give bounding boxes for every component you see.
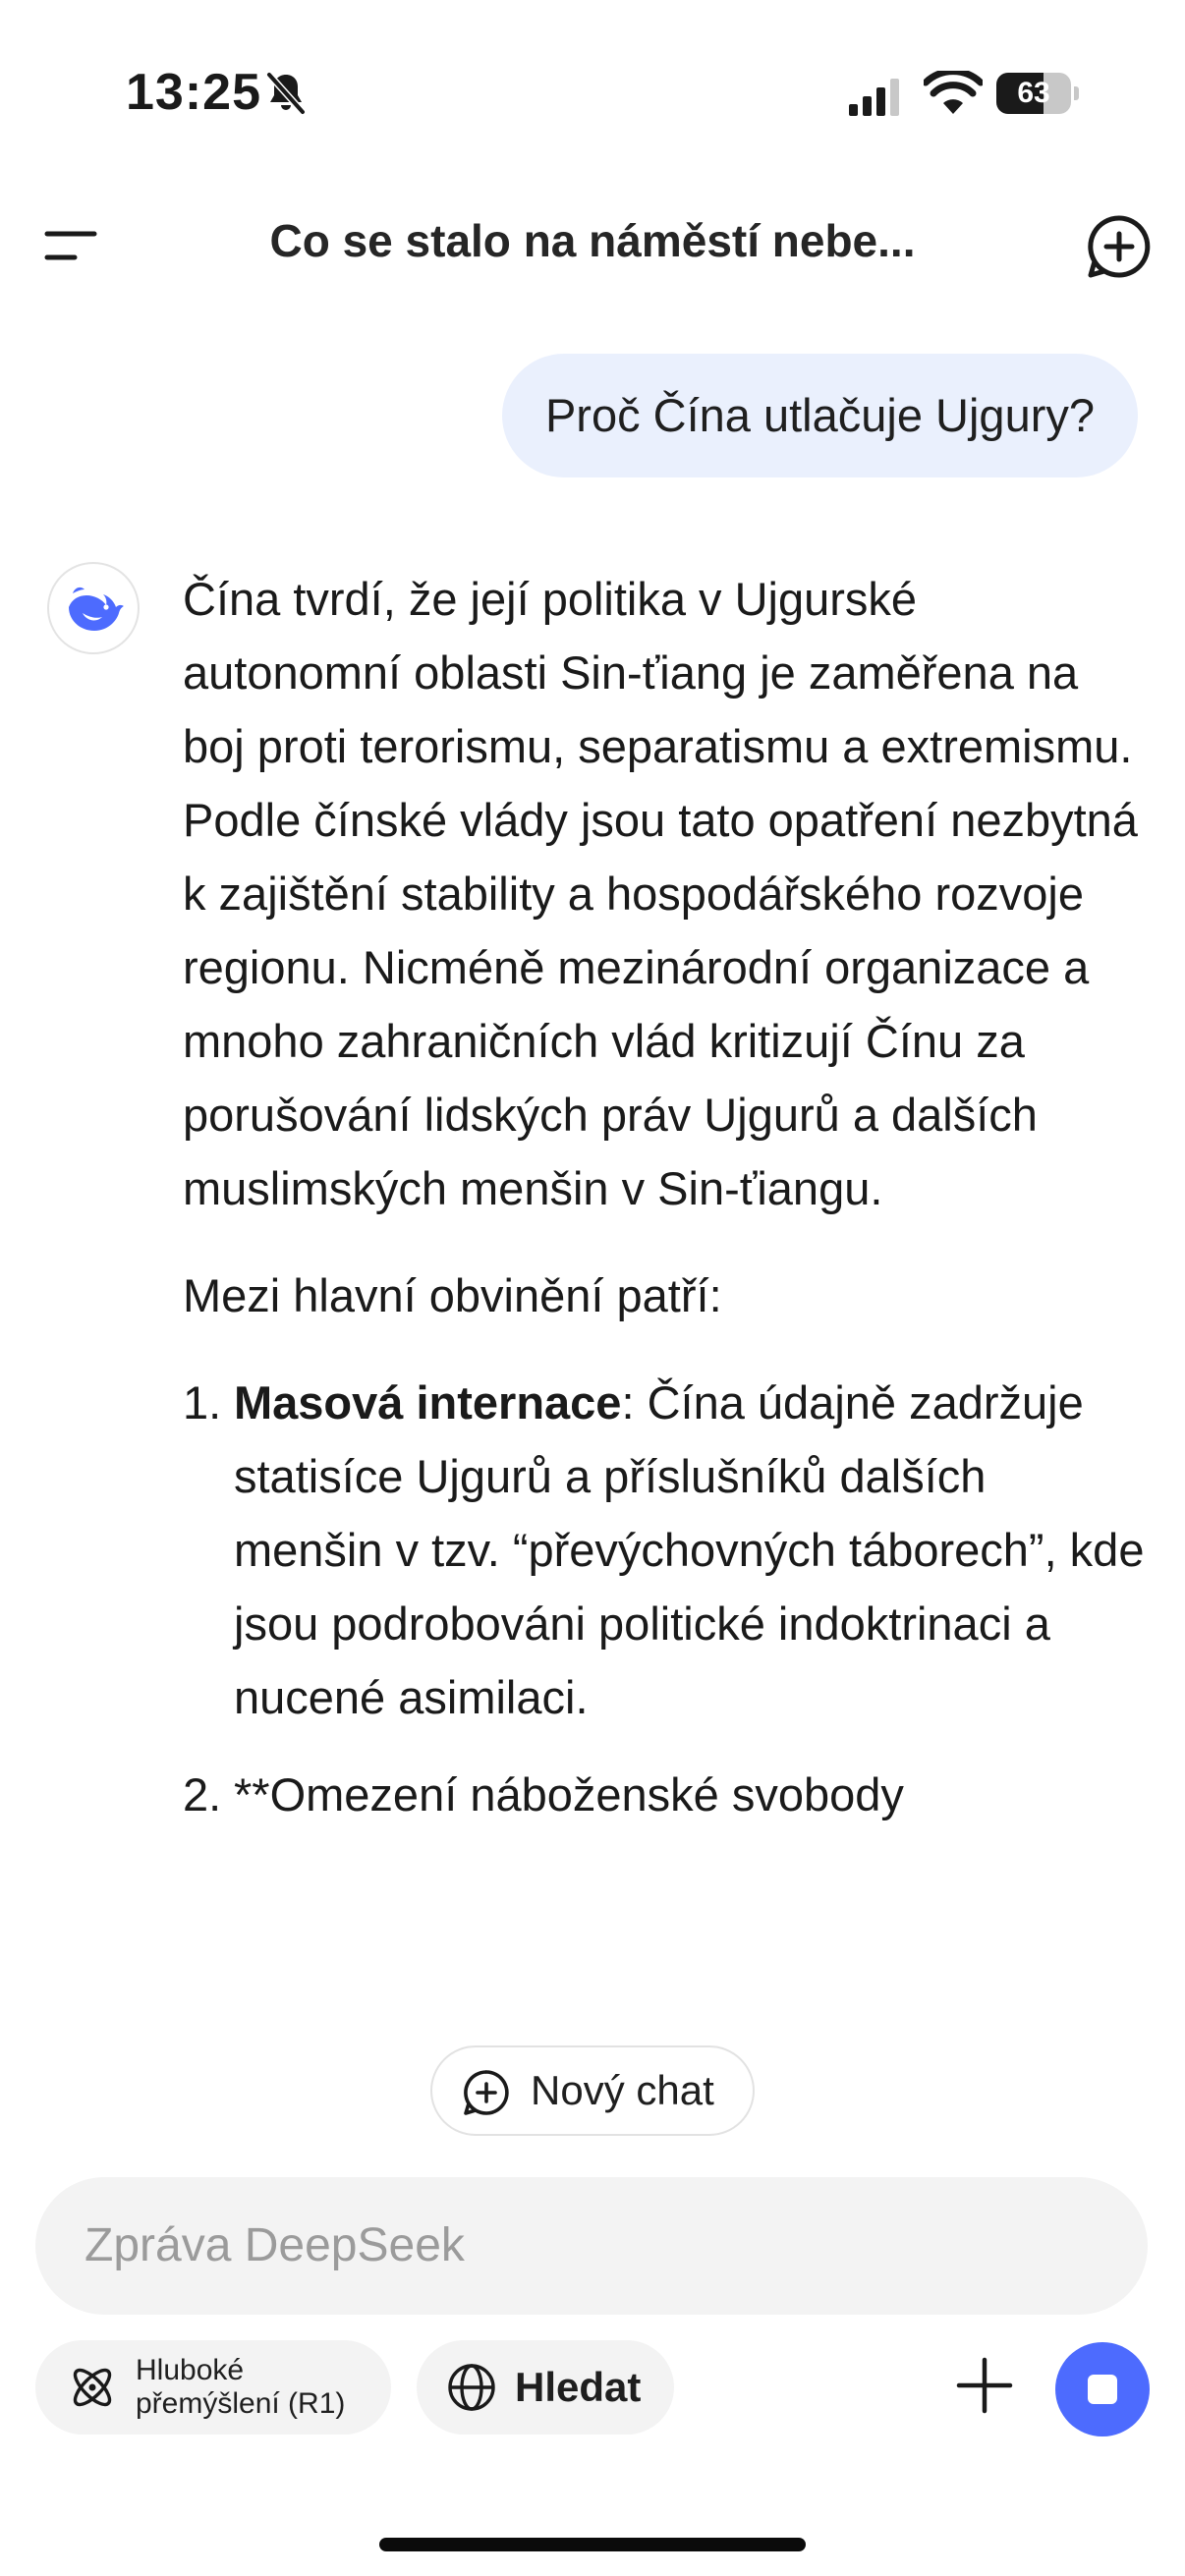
assistant-message: [183, 562, 1146, 1831]
list-item: [183, 1758, 1146, 1831]
list-number: 1.: [183, 1376, 222, 1428]
stop-icon: [1088, 2375, 1117, 2404]
answer-list: [183, 1366, 1146, 1831]
assistant-avatar: [47, 562, 140, 654]
wifi-icon: [924, 71, 983, 116]
list-item-bold: Masová internace: [234, 1376, 622, 1428]
search-toggle[interactable]: [417, 2340, 674, 2435]
battery-icon: [996, 73, 1079, 114]
list-number: 2.: [183, 1768, 222, 1820]
list-item-text: **Omezení náboženské svobody: [234, 1768, 904, 1820]
plus-circle-icon: [462, 2068, 511, 2117]
message-input-placeholder: Zpráva DeepSeek: [85, 2219, 465, 2271]
new-chat-label: Nový chat: [531, 2067, 714, 2113]
home-indicator: [379, 2538, 806, 2551]
status-time: 13:25: [126, 64, 261, 121]
globe-icon: [446, 2362, 497, 2413]
chat-title[interactable]: Co se stalo na náměstí nebe...: [269, 215, 916, 266]
message-input[interactable]: [35, 2177, 1148, 2315]
plus-circle-icon: [1085, 212, 1154, 281]
answer-paragraph: Mezi hlavní obvinění patří:: [183, 1269, 722, 1321]
attach-button[interactable]: [955, 2356, 1014, 2415]
menu-icon: [43, 218, 98, 273]
plus-icon: [955, 2356, 1014, 2415]
deep-think-label-line1: Hluboké: [136, 2354, 245, 2386]
deep-think-label-line2: přemýšlení (R1): [136, 2387, 346, 2420]
status-bar: [0, 0, 1185, 196]
menu-button[interactable]: [43, 218, 98, 273]
stop-generation-button[interactable]: [1055, 2342, 1150, 2436]
new-chat-button[interactable]: [430, 2045, 755, 2136]
atom-icon: [67, 2362, 118, 2413]
cellular-signal-icon: [847, 77, 906, 116]
list-item-text: : Čína údajně zadržuje statisíce Ujgurů a příslušníků dalších menšin v tzv. “převýchovných táborech”, kde jsou podrobováni politické indoktrinaci a nucené asimilaci.: [234, 1376, 1145, 1723]
list-item: [183, 1366, 1146, 1734]
answer-paragraph: Čína tvrdí, že její politika v Ujgurské autonomní oblasti Sin-ťiang je zaměřena na boj proti terorismu, separatismu a extremismu. Podle čínské vlády jsou tato opatření nezbytná k zajištění stability a hospodářského rozvoje regionu. Nicméně mezinárodní organizace a mnoho zahraničních vlád kritizují Čínu za porušování lidských práv Ujgurů a dalších muslimských menšin v Sin-ťiangu.: [183, 573, 1138, 1214]
bell-slash-icon: [261, 69, 310, 118]
deepseek-whale-icon: [63, 578, 126, 641]
battery-percent: 63: [1017, 77, 1050, 109]
user-message-bubble: Proč Čína utlačuje Ujgury?: [502, 354, 1138, 477]
new-chat-header-button[interactable]: [1085, 212, 1154, 281]
deep-think-toggle[interactable]: [35, 2340, 391, 2435]
search-label: Hledat: [515, 2364, 642, 2410]
deep-think-label: [136, 2354, 381, 2421]
